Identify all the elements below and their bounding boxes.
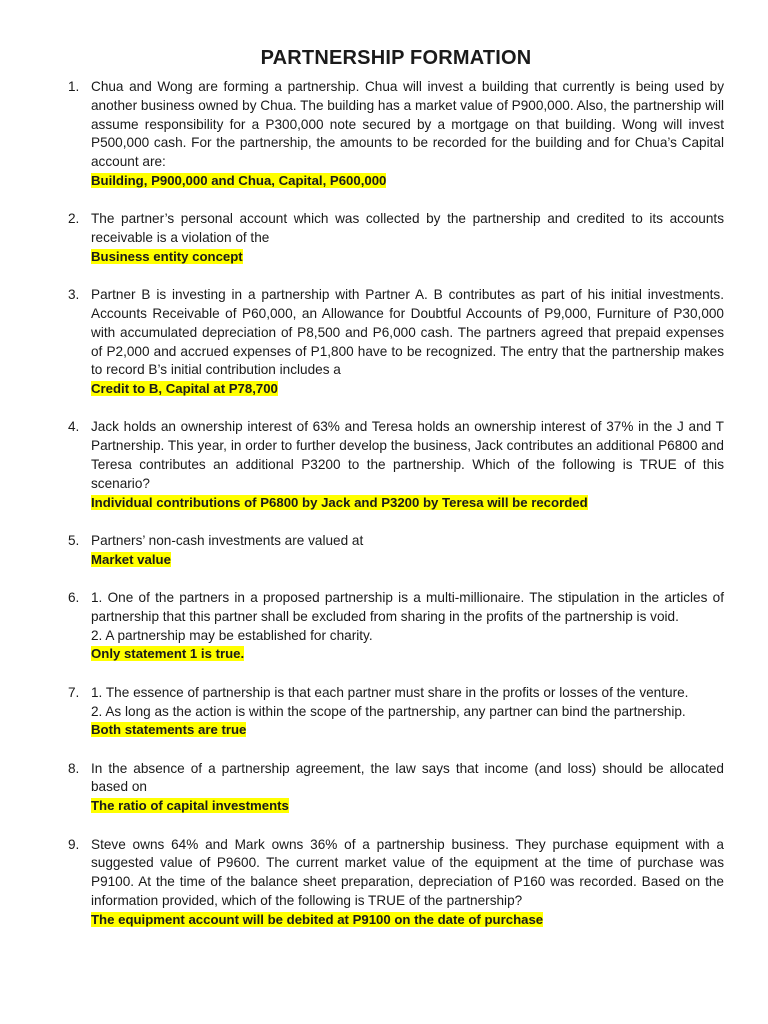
question-item-9 [68,836,724,930]
question-item-2 [68,210,724,266]
answer-highlight: The ratio of capital investments [91,798,289,814]
question-item-5 [68,532,724,570]
question-text-statement-2: 2. As long as the action is within the scope of the partnership, any partner can bind the partnership. [91,703,686,719]
question-number: 1. [68,79,80,94]
question-number: 7. [68,684,80,700]
question-text: 1. The essence of partnership is that each partner must share in the profits or losses of the venture. [91,684,689,700]
question-text: Partner B is investing in a partnership with Partner A. B contributes as part of his initial investments. Accounts Receivable of P60,000, an Allowance for Doubtful Accounts of P9,000, Furniture of P30,000 with accumulated depreciation of P8,500 and P6,000 cash. The partners agreed that prepaid expenses of P2,000 and accrued expenses of P1,800 have to be recognized. The entry that the partnership makes to record B’s initial contribution includes a [91,287,724,378]
question-text: Chua and Wong are forming a partnership. Chua will invest a building that currently is being used by another business owned by Chua. The building has a market value of P900,000. Also, the partnership will assume responsibility for a P300,000 note secured by a mortgage on that building. Wong will invest P500,000 cash. For the partnership, the amounts to be recorded for the building and for Chua’s Capital account are: [91,79,725,170]
page-title: PARTNERSHIP FORMATION [260,47,532,69]
question-item-3 [68,286,724,399]
question-text: Steve owns 64% and Mark owns 36% of a partnership business. They purchase equipment with a suggested value of P9600. The current market value of the equipment at the time of purchase was P9100. At the time of the balance sheet preparation, depreciation of P160 was recorded. Based on the information provided, which of the following is TRUE of the partnership? [91,836,724,908]
answer-highlight: The equipment account will be debited at P9100 on the date of purchase [91,911,544,927]
answer-highlight: Credit to B, Capital at P78,700 [91,381,278,397]
answer-highlight: Only statement 1 is true. [91,646,245,662]
answer-highlight: Building, P900,000 and Chua, Capital, P600,000 [91,172,387,188]
answer-highlight: Market value [91,551,171,567]
question-number: 3. [68,287,80,303]
answer-highlight: Business entity concept [91,248,243,264]
question-number: 2. [68,211,80,227]
answer-highlight: Both statements are true [91,722,247,738]
question-text: Jack holds an ownership interest of 63% and Teresa holds an ownership interest of 37% in the J and T Partnership. This year, in order to further develop the business, Jack contributes an additional P6800 and Teresa contributes an additional P3200 to the partnership. Which of the following is TRUE of this scenario? [91,419,724,491]
question-text: The partner’s personal account which was collected by the partnership and credited to its accounts receivable is a violation of the [91,211,724,246]
question-item-8 [68,760,724,816]
question-number: 8. [68,760,80,776]
question-item-1 [68,78,724,191]
question-list [68,78,724,929]
question-number: 4. [68,419,80,435]
question-text-statement-2: 2. A partnership may be established for charity. [91,627,373,643]
question-item-4 [68,418,724,512]
answer-highlight: Individual contributions of P6800 by Jack and P3200 by Teresa will be recorded [91,494,588,510]
question-text: 1. One of the partners in a proposed partnership is a multi-millionaire. The stipulation in the articles of partnership that this partner shall be excluded from sharing in the profits of the partnership is void. [91,590,724,624]
question-item-7 [68,684,724,740]
question-number: 9. [68,836,80,852]
question-text: In the absence of a partnership agreement, the law says that income (and loss) should be allocated based on [91,760,724,795]
question-text: Partners’ non-cash investments are valued at [91,532,364,548]
question-number: 5. [68,532,80,548]
question-number: 6. [68,590,80,606]
question-item-6 [68,589,724,664]
